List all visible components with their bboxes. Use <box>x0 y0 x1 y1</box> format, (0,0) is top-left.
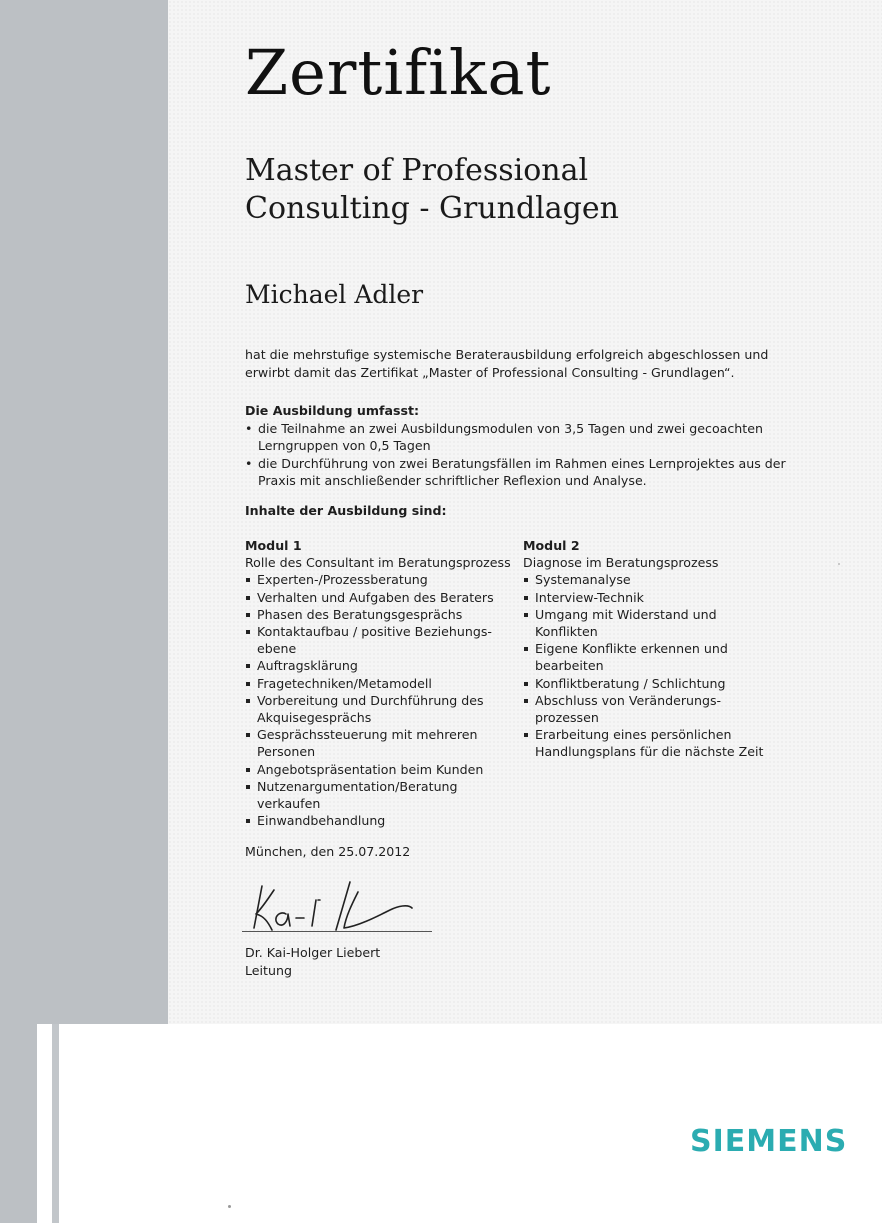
list-item <box>245 761 515 778</box>
list-item-text: ebene <box>257 641 297 657</box>
list-item-text: Praxis mit anschließender schriftlicher Reflexion und Analyse. <box>258 473 647 488</box>
scope-list <box>245 420 805 490</box>
list-item-text: Systemanalyse <box>535 572 631 588</box>
scope-heading: Die Ausbildung umfasst: <box>245 403 420 418</box>
program-title-line: Consulting - Grundlagen <box>245 191 619 226</box>
list-item <box>245 675 515 692</box>
certificate-title: Zertifikat <box>245 36 552 109</box>
list-item-text: Erarbeitung eines persönlichen <box>535 727 732 743</box>
list-item <box>245 726 515 760</box>
module-title: Modul 1 <box>245 538 302 553</box>
list-item <box>523 589 793 606</box>
paper-speck <box>228 1205 231 1208</box>
module-1-list <box>245 571 515 829</box>
list-item <box>523 606 793 640</box>
list-item-text: Eigene Konflikte erkennen und <box>535 641 728 657</box>
module-2 <box>523 537 793 761</box>
list-item-text: bearbeiten <box>535 658 604 674</box>
list-item-text: • die Durchführung von zwei Beratungsfällen im Rahmen eines Lernprojektes aus der <box>258 455 786 471</box>
list-item-text: verkaufen <box>257 796 321 812</box>
recipient-name: Michael Adler <box>245 280 424 309</box>
intro-paragraph <box>245 346 805 381</box>
list-item-text: Umgang mit Widerstand und <box>535 606 717 622</box>
list-item <box>245 623 515 657</box>
list-item-text: Phasen des Beratungsgesprächs <box>257 606 463 622</box>
list-item <box>245 571 515 588</box>
list-item-text: • die Teilnahme an zwei Ausbildungsmodulen von 3,5 Tagen und zwei gecoachten <box>258 420 763 436</box>
siemens-logo: SIEMENS <box>690 1124 848 1159</box>
signatory-block <box>245 944 380 979</box>
list-item-text: Verhalten und Aufgaben des Beraters <box>257 589 494 605</box>
module-subtitle: Diagnose im Beratungsprozess <box>523 555 719 571</box>
signature-line <box>242 931 432 932</box>
module-title: Modul 2 <box>523 538 580 553</box>
list-item <box>245 589 515 606</box>
list-item-text: Konflikten <box>535 624 598 640</box>
signatory-role: Leitung <box>245 962 292 978</box>
list-item <box>523 640 793 674</box>
list-item-text: Experten-/Prozessberatung <box>257 572 428 588</box>
list-item-text: Vorbereitung und Durchführung des <box>257 692 484 708</box>
list-item <box>245 606 515 623</box>
contents-heading: Inhalte der Ausbildung sind: <box>245 503 447 518</box>
list-item <box>523 571 793 588</box>
list-item-text: Konfliktberatung / Schlichtung <box>535 675 726 691</box>
list-item-text: Lerngruppen von 0,5 Tagen <box>258 438 431 453</box>
list-item-text: Gesprächssteuerung mit mehreren <box>257 727 478 743</box>
list-item-text: Auftragsklärung <box>257 658 358 674</box>
list-item-text: Akquisegesprächs <box>257 710 372 726</box>
module-1 <box>245 537 515 829</box>
list-item-text: Interview-Technik <box>535 589 644 605</box>
list-item <box>523 675 793 692</box>
list-item <box>245 812 515 829</box>
signatory-name: Dr. Kai-Holger Liebert <box>245 945 381 960</box>
list-item-text: Handlungsplans für die nächste Zeit <box>535 744 764 760</box>
list-item-text: Nutzenargumentation/Beratung <box>257 778 458 794</box>
list-item-text: Personen <box>257 744 316 760</box>
place-and-date: München, den 25.07.2012 <box>245 844 411 859</box>
list-item <box>523 692 793 726</box>
list-item-text: Fragetechniken/Metamodell <box>257 675 432 691</box>
paper-speck <box>838 563 840 565</box>
list-item <box>245 657 515 674</box>
list-item <box>245 778 515 812</box>
training-scope <box>245 402 805 490</box>
list-item <box>245 455 805 490</box>
list-item <box>245 692 515 726</box>
module-2-list <box>523 571 793 760</box>
intro-line: hat die mehrstufige systemische Beraterausbildung erfolgreich abgeschlossen und <box>245 347 769 362</box>
handwritten-signature-icon <box>240 870 435 936</box>
program-title-line: Master of Professional <box>245 153 589 188</box>
list-item-text: Abschluss von Veränderungs- <box>535 692 722 708</box>
module-subtitle: Rolle des Consultant im Beratungsprozess <box>245 555 511 571</box>
list-item-text: Angebotspräsentation beim Kunden <box>257 761 484 777</box>
list-item-text: Kontaktaufbau / positive Beziehungs- <box>257 624 492 640</box>
list-item <box>245 420 805 455</box>
footer-stripe <box>52 1024 59 1223</box>
program-title <box>245 152 619 228</box>
list-item-text: prozessen <box>535 710 599 726</box>
list-item-text: Einwandbehandlung <box>257 813 386 829</box>
intro-line: erwirbt damit das Zertifikat „Master of Professional Consulting - Grundlagen“. <box>245 364 735 380</box>
list-item <box>523 726 793 760</box>
